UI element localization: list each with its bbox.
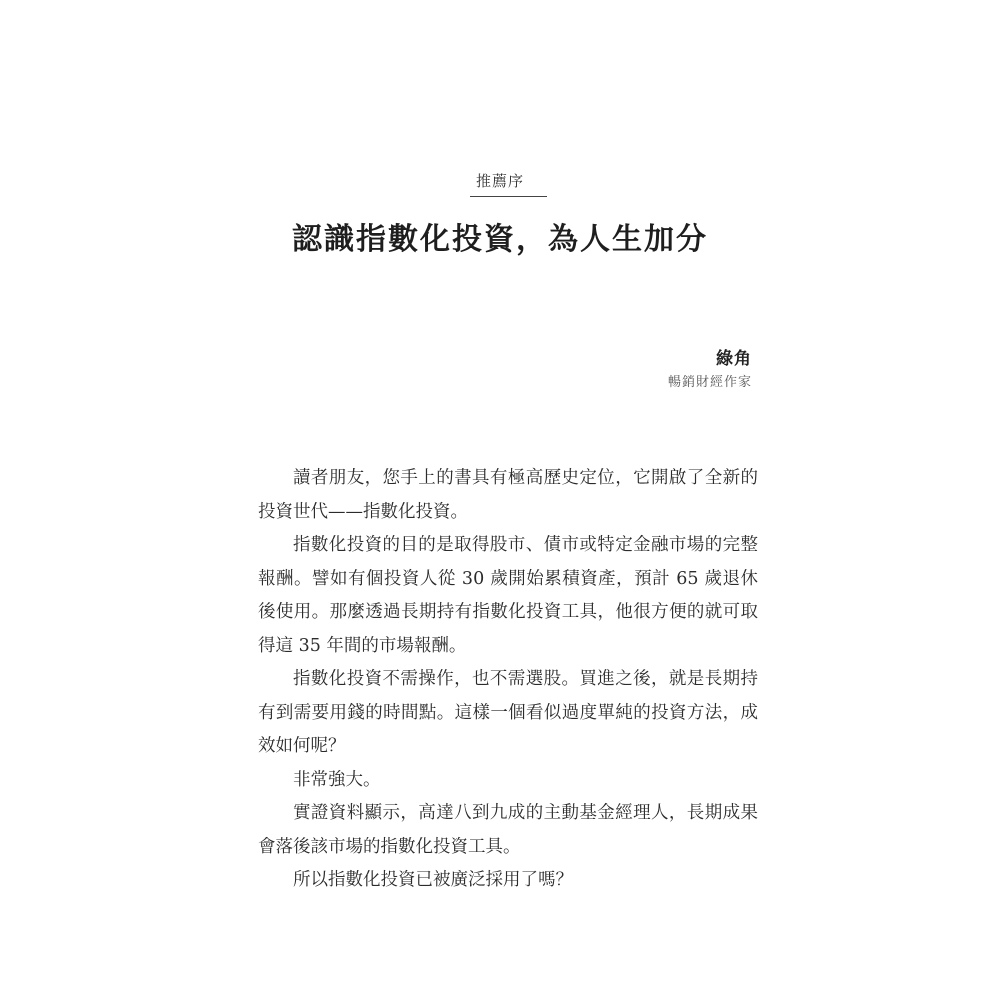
page-title: 認識指數化投資，為人生加分 — [292, 222, 708, 257]
section-divider — [470, 196, 547, 197]
paragraph: 實證資料顯示，高達八到九成的主動基金經理人，長期成果會落後該市場的指數化投資工具。 — [258, 803, 758, 857]
paragraph: 讀者朋友，您手上的書具有極高歷史定位，它開啟了全新的投資世代——指數化投資。 — [258, 468, 758, 522]
author-role: 暢銷財經作家 — [667, 375, 752, 390]
paragraph: 所以指數化投資已被廣泛採用了嗎？ — [293, 870, 573, 890]
author-name: 綠角 — [716, 349, 752, 369]
section-label: 推薦序 — [475, 172, 524, 190]
body-text — [258, 462, 758, 898]
paragraph: 非常強大。 — [293, 769, 381, 790]
paragraph: 指數化投資不需操作，也不需選股。買進之後，就是長期持有到需要用錢的時間點。這樣一個看似過度單純的投資方法，成效如何呢？ — [258, 669, 758, 756]
paragraph: 指數化投資的目的是取得股市、債市或特定金融市場的完整報酬。譬如有個投資人從 30 歲開始累積資產，預計 65 歲退休後使用。那麼透過長期持有指數化投資工具，他很方便的就可取得這 35 年間的市場報酬。 — [258, 535, 758, 656]
author-block — [668, 348, 752, 393]
